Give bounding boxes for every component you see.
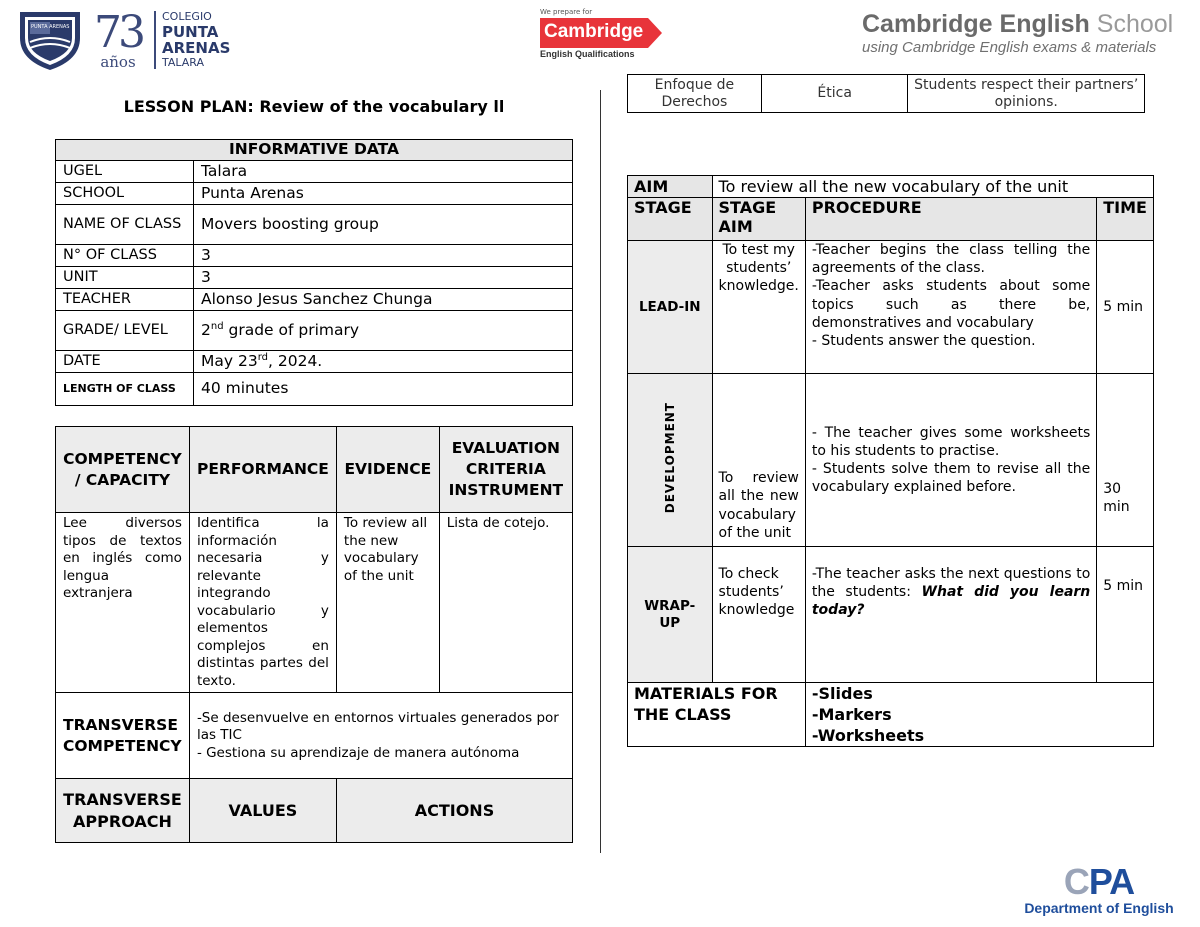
materials-list	[805, 683, 1153, 747]
aim-label: AIM	[628, 176, 713, 198]
cambridge-logo	[540, 8, 670, 59]
table-row	[56, 183, 573, 205]
table-row	[56, 245, 573, 267]
table-row	[56, 373, 573, 406]
cpa-logo	[1014, 861, 1184, 916]
material-item: -Worksheets	[811, 726, 925, 746]
ces-subtitle: using Cambridge English exams & materials	[862, 39, 1157, 56]
grade-rest: grade of primary	[223, 321, 360, 340]
time-header: TIME	[1097, 198, 1154, 241]
school-shield-icon	[16, 8, 84, 72]
wrapup-line1: -The teacher asks the next questions to the students:	[811, 566, 1091, 601]
stage-aim-header: STAGE AIM	[712, 198, 805, 241]
wrapup-stage: WRAP-UP	[628, 547, 713, 683]
table-row	[628, 241, 1154, 374]
competency-header: COMPETENCY / CAPACITY	[56, 427, 190, 513]
school-label: SCHOOL	[56, 183, 194, 205]
cpa-logo-rest: PA	[1088, 861, 1135, 902]
development-stage-label: DEVELOPMENT	[662, 402, 677, 514]
transverse-line1: -Se desenvuelve en entornos virtuales generados por las TIC	[196, 709, 559, 744]
leadin-procedure	[805, 241, 1096, 374]
transverse-competency-value	[189, 693, 572, 779]
leadin-line1: -Teacher begins the class telling the agreements of the class.	[811, 242, 1091, 277]
anniversary-number: 73	[94, 6, 142, 58]
development-aim: To review all the new vocabulary of the unit	[712, 374, 805, 547]
informative-header: INFORMATIVE DATA	[56, 140, 573, 161]
table-row	[56, 693, 573, 779]
anniversary-word: años	[100, 52, 136, 71]
colegio-line4: TALARA	[162, 55, 205, 69]
stage-header: STAGE	[628, 198, 713, 241]
materials-label: MATERIALS FOR THE CLASS	[628, 683, 806, 747]
performance-text: Identifica la información necesaria y relevante integrando vocabulario y elementos complejos en distintas partes del texto.	[189, 513, 336, 693]
grade-value	[194, 311, 573, 351]
cambridge-arrow-icon	[540, 18, 664, 48]
class-number-value: 3	[194, 245, 573, 267]
colegio-name	[154, 11, 230, 68]
performance-header: PERFORMANCE	[189, 427, 336, 513]
development-line1: - The teacher gives some worksheets to his students to practise.	[811, 424, 1091, 459]
material-item: -Slides	[811, 684, 873, 703]
table-row	[628, 374, 1154, 547]
wrapup-time: 5 min	[1097, 547, 1154, 683]
unit-value: 3	[194, 267, 573, 289]
ces-title: Cambridge English	[862, 10, 1090, 38]
shield-text: PUNTA ARENAS	[31, 24, 70, 30]
grade-label: GRADE/ LEVEL	[56, 311, 194, 351]
table-row	[56, 205, 573, 245]
evaluation-text: Lista de cotejo.	[439, 513, 572, 693]
wrapup-aim: To check students’ knowledge	[712, 547, 805, 683]
school-value: Punta Arenas	[194, 183, 573, 205]
column-divider	[600, 90, 601, 853]
grade-number: 2	[201, 321, 211, 340]
anniversary-badge	[94, 6, 142, 71]
cambridge-small-text: We prepare for	[540, 8, 593, 16]
value-value: Ética	[761, 75, 908, 113]
colegio-line1: COLEGIO	[162, 10, 212, 24]
date-part-a: May 23	[201, 352, 258, 371]
length-value: 40 minutes	[194, 373, 573, 406]
aim-value: To review all the new vocabulary of the unit	[712, 176, 1153, 198]
date-suffix: rd	[257, 352, 268, 364]
development-procedure	[805, 374, 1096, 547]
table-row	[628, 683, 1154, 747]
class-name-value: Movers boosting group	[194, 205, 573, 245]
cambridge-name: Cambridge	[544, 21, 644, 42]
ugel-value: Talara	[194, 161, 573, 183]
development-line2: - Students solve them to revise all the vocabulary explained before.	[811, 461, 1091, 496]
evidence-header: EVIDENCE	[336, 427, 439, 513]
cpa-department: Department of English	[1024, 900, 1174, 916]
date-value	[194, 351, 573, 373]
competency-text: Lee diversos tipos de textos en inglés como lengua extranjera	[56, 513, 190, 693]
action-value: Students respect their partners’ opinions.	[908, 75, 1145, 113]
informative-data-table	[55, 139, 573, 406]
values-label: VALUES	[189, 779, 336, 843]
date-label: DATE	[56, 351, 194, 373]
table-row	[56, 513, 573, 693]
table-row	[628, 547, 1154, 683]
table-row	[56, 351, 573, 373]
leadin-line2: -Teacher asks students about some topics such as there be, demonstratives and vocabulary	[811, 278, 1091, 331]
competency-table	[55, 426, 573, 843]
class-number-label: N° OF CLASS	[56, 245, 194, 267]
table-row	[628, 198, 1154, 241]
table-row	[56, 267, 573, 289]
wrapup-question: What did you learn today?	[811, 584, 1091, 619]
table-row	[628, 75, 1145, 113]
procedure-table	[627, 175, 1154, 747]
cpa-logo-c: C	[1063, 861, 1089, 902]
actions-label: ACTIONS	[336, 779, 572, 843]
grade-suffix: nd	[210, 321, 224, 333]
procedure-header: PROCEDURE	[805, 198, 1096, 241]
transverse-approach-label: TRANSVERSE APPROACH	[56, 779, 190, 843]
teacher-value: Alonso Jesus Sanchez Chunga	[194, 289, 573, 311]
leadin-line3: - Students answer the question.	[811, 332, 1036, 349]
class-name-label: NAME OF CLASS	[56, 205, 194, 245]
development-stage	[628, 374, 713, 547]
leadin-aim: To test my students’ knowledge.	[712, 241, 805, 374]
teacher-label: TEACHER	[56, 289, 194, 311]
leadin-time: 5 min	[1097, 241, 1154, 374]
table-row	[56, 311, 573, 351]
wrapup-procedure	[805, 547, 1096, 683]
ces-title-school: School	[1096, 10, 1174, 38]
date-part-b: , 2024.	[268, 352, 323, 371]
unit-label: UNIT	[56, 267, 194, 289]
ugel-label: UGEL	[56, 161, 194, 183]
length-label: LENGTH OF CLASS	[56, 373, 194, 406]
leadin-stage: LEAD-IN	[628, 241, 713, 374]
evidence-text: To review all the new vocabulary of the unit	[336, 513, 439, 693]
table-row	[628, 176, 1154, 198]
school-logo-group	[16, 8, 230, 72]
colegio-line2: PUNTA	[162, 22, 219, 41]
development-time: 30 min	[1097, 374, 1154, 547]
material-item: -Markers	[811, 705, 892, 725]
table-row	[56, 779, 573, 843]
cambridge-subtitle: English Qualifications	[540, 49, 635, 59]
approach-value: Enfoque de Derechos	[628, 75, 762, 113]
transverse-line2: - Gestiona su aprendizaje de manera autónoma	[196, 744, 520, 761]
transverse-competency-label: TRANSVERSE COMPETENCY	[56, 693, 190, 779]
cambridge-english-school-logo	[862, 10, 1174, 56]
lesson-title: LESSON PLAN: Review of the vocabulary ll	[123, 97, 505, 116]
table-row	[56, 161, 573, 183]
approach-table	[627, 74, 1145, 113]
table-row	[56, 289, 573, 311]
colegio-line3: ARENAS	[162, 39, 231, 57]
evaluation-header: EVALUATION CRITERIA INSTRUMENT	[439, 427, 572, 513]
